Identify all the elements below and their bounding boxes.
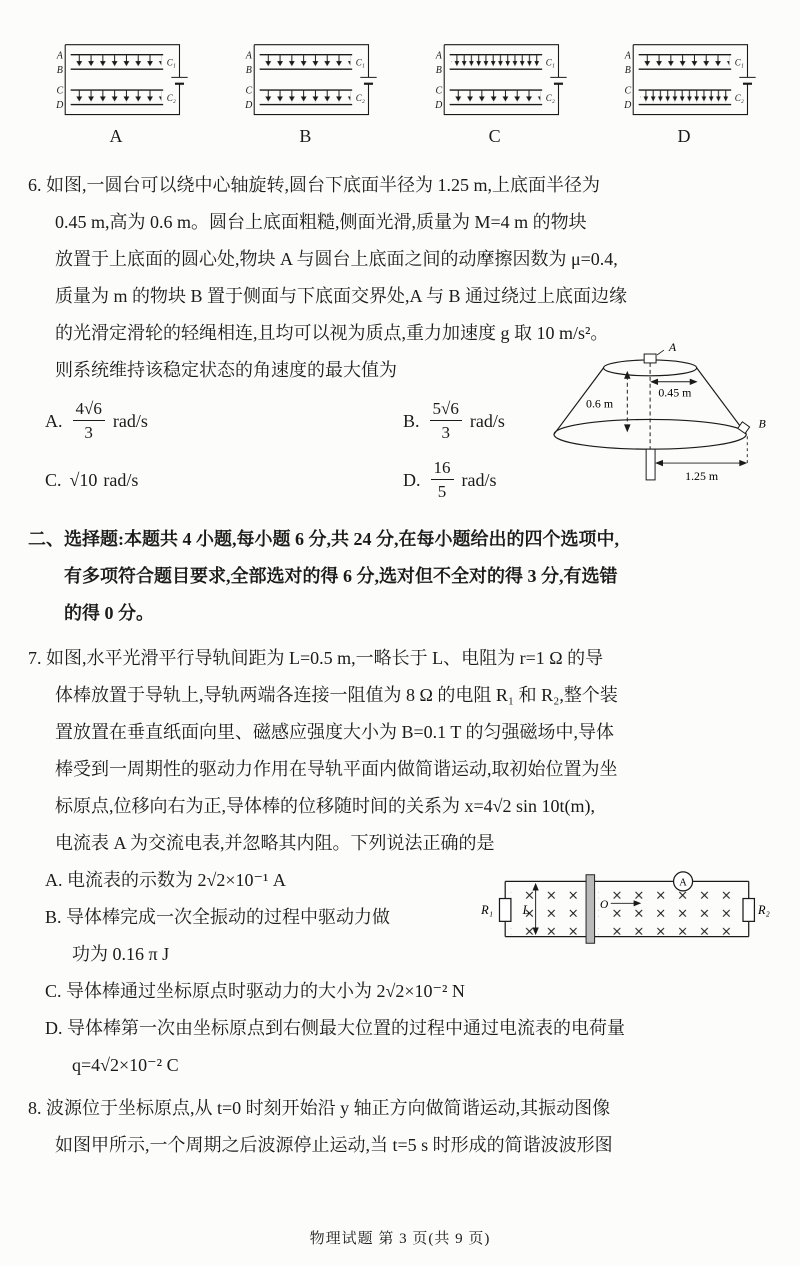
section2-line-1: 二、选择题:本题共 4 小题,每小题 6 分,共 24 分,在每小题给出的四个选项中, bbox=[28, 529, 619, 549]
svg-text:B: B bbox=[246, 64, 253, 76]
plate-labels bbox=[55, 50, 64, 111]
top-radius-label: 0.45 m bbox=[658, 385, 692, 400]
capacitor-diagram-b bbox=[227, 42, 383, 120]
field-into-page-right bbox=[598, 885, 741, 934]
q8-line-2: 如图甲所示,一个周期之后波源停止运动,当 t=5 s 时形成的简谐波波形图 bbox=[55, 1135, 613, 1155]
svg-text:C: C bbox=[56, 85, 64, 97]
field-arrows-bottom bbox=[73, 91, 161, 103]
figure-option-label-c: C bbox=[488, 126, 501, 146]
capacitor-option-c bbox=[417, 42, 573, 147]
fraction bbox=[73, 397, 105, 444]
section-2-header bbox=[28, 521, 772, 632]
field-arrows-top bbox=[641, 55, 729, 67]
circuit-figure bbox=[478, 870, 774, 948]
ammeter-label: A bbox=[679, 877, 687, 889]
option-c-label: C. bbox=[45, 469, 62, 490]
q7-line-5: 标原点,位移向右为正,导体棒的位移随时间的关系为 x=4√2 sin 10t(m), bbox=[55, 796, 596, 816]
fraction-numerator: 5√6 bbox=[432, 399, 459, 418]
plate-labels bbox=[434, 50, 443, 111]
svg-text:C: C bbox=[624, 85, 632, 97]
option-d-unit: rad/s bbox=[461, 469, 497, 490]
question-6 bbox=[28, 167, 772, 503]
q6-line-6: 则系统维持该稳定状态的角速度的最大值为 bbox=[55, 360, 397, 380]
resistor-2-label: R₂ bbox=[757, 902, 770, 917]
q6-line-3: 放置于上底面的圆心处,物块 A 与圆台上底面之间的动摩擦因数为 μ=0.4, bbox=[55, 249, 618, 269]
fraction bbox=[431, 456, 454, 503]
q6-figure-wrap bbox=[548, 342, 776, 484]
fraction bbox=[430, 397, 462, 444]
q7-options-and-figure bbox=[28, 862, 772, 973]
svg-text:D: D bbox=[56, 100, 64, 112]
capacitor-diagram-a bbox=[38, 42, 194, 120]
fraction-denominator: 3 bbox=[73, 420, 105, 444]
svg-text:C: C bbox=[435, 85, 442, 97]
svg-text:C₁: C₁ bbox=[356, 57, 366, 68]
block-a-label: A bbox=[668, 342, 677, 355]
q7-line-1: 7. 如图,水平光滑平行导轨间距为 L=0.5 m,一略长于 L、电阻为 r=1 Ω 的导 bbox=[28, 648, 604, 668]
field-arrows-bottom bbox=[263, 91, 351, 103]
origin-label: O bbox=[599, 899, 609, 912]
q6-line-4: 质量为 m 的物块 B 置于侧面与下底面交界处,A 与 B 通过绕过上底面边缘 bbox=[55, 286, 628, 306]
q6-option-a bbox=[45, 397, 403, 444]
svg-text:C₂: C₂ bbox=[734, 92, 744, 103]
option-c-unit: rad/s bbox=[103, 469, 139, 490]
q7-option-b-cont: 功为 0.16 π J bbox=[72, 944, 170, 964]
svg-text:C₁: C₁ bbox=[734, 57, 744, 68]
field-arrows-bottom bbox=[452, 91, 540, 103]
q6-line-1: 6. 如图,一圆台可以绕中心轴旋转,圆台下底面半径为 1.25 m,上底面半径为 bbox=[28, 175, 600, 195]
capacitor-option-a bbox=[38, 42, 194, 147]
q7-line-3: 置放置在垂直纸面向里、磁感应强度大小为 B=0.1 T 的匀强磁场中,导体 bbox=[55, 722, 614, 742]
capacitor-diagram-d bbox=[606, 42, 762, 120]
svg-text:C: C bbox=[245, 85, 253, 97]
q7-option-b: B. 导体棒完成一次全振动的过程中驱动力做 bbox=[45, 907, 391, 927]
capacitor-labels bbox=[545, 58, 554, 103]
field-arrows-top bbox=[73, 55, 161, 67]
option-c-value: √10 bbox=[69, 469, 98, 490]
q6-option-b bbox=[403, 397, 548, 444]
svg-text:A: A bbox=[435, 50, 442, 62]
capacitor-labels bbox=[356, 58, 365, 103]
svg-text:C₁: C₁ bbox=[545, 57, 555, 68]
figure-option-label-b: B bbox=[299, 126, 312, 146]
support-post bbox=[646, 449, 655, 480]
option-d-label: D. bbox=[403, 469, 421, 490]
fraction-numerator: 16 bbox=[433, 458, 451, 477]
q7-option-a: A. 电流表的示数为 2√2×10⁻¹ A bbox=[45, 870, 286, 890]
capacitor-labels bbox=[735, 58, 744, 103]
top-radius-dimension bbox=[650, 379, 698, 400]
q7-line-4: 棒受到一周期性的驱动力作用在导轨平面内做简谐运动,取初始位置为坐 bbox=[55, 759, 618, 779]
plate-labels bbox=[623, 50, 632, 111]
page-footer: 物理试题 第 3 页(共 9 页) bbox=[309, 1231, 491, 1247]
question5-figure-row bbox=[28, 42, 772, 147]
svg-text:A: A bbox=[246, 50, 253, 62]
field-arrows-top bbox=[263, 55, 351, 67]
fraction-denominator: 5 bbox=[431, 479, 454, 503]
section2-line-2: 有多项符合题目要求,全部选对的得 6 分,选对但不全对的得 3 分,有选错 bbox=[64, 566, 618, 586]
q6-bottom bbox=[28, 342, 772, 503]
q7-figure-wrap bbox=[478, 862, 774, 948]
q6-left-column bbox=[28, 352, 548, 503]
svg-text:B: B bbox=[435, 64, 442, 76]
block-b-label: B bbox=[758, 416, 766, 431]
svg-text:B: B bbox=[56, 64, 63, 76]
capacitor-labels bbox=[167, 58, 176, 103]
svg-text:D: D bbox=[624, 100, 632, 112]
field-arrows-bottom-dense bbox=[640, 91, 730, 103]
capacitor-diagram-c bbox=[417, 42, 573, 120]
height-label: 0.6 m bbox=[586, 396, 614, 411]
resistor-1-label: R₁ bbox=[481, 902, 494, 917]
svg-text:B: B bbox=[624, 64, 631, 76]
block-a-pointer bbox=[657, 350, 664, 355]
q6-option-c bbox=[45, 456, 403, 503]
q7-options-left bbox=[28, 862, 478, 973]
section2-line-3: 的得 0 分。 bbox=[64, 603, 154, 623]
q6-line-2: 0.45 m,高为 0.6 m。圆台上底面粗糙,侧面光滑,质量为 M=4 m 的物块 bbox=[55, 212, 587, 232]
plate-labels bbox=[244, 50, 253, 111]
option-a-label: A. bbox=[45, 410, 63, 431]
rail-spacing-label: L bbox=[522, 902, 530, 917]
q8-line-1: 8. 波源位于坐标原点,从 t=0 时刻开始沿 y 轴正方向做简谐运动,其振动图像 bbox=[28, 1098, 611, 1118]
svg-text:D: D bbox=[434, 100, 443, 112]
svg-text:C₂: C₂ bbox=[166, 92, 176, 103]
q7-line-6: 电流表 A 为交流电表,并忽略其内阻。下列说法正确的是 bbox=[55, 833, 495, 853]
block-b bbox=[738, 422, 750, 434]
q6-line-5: 的光滑定滑轮的轻绳相连,且均可以视为质点,重力加速度 g 取 10 m/s²。 bbox=[55, 323, 609, 343]
field-arrows-top-dense bbox=[451, 55, 541, 67]
q7-option-c: C. 导体棒通过坐标原点时驱动力的大小为 2√2×10⁻² N bbox=[45, 981, 465, 1001]
svg-text:A: A bbox=[624, 50, 631, 62]
question-7 bbox=[28, 640, 772, 1084]
fraction-denominator: 3 bbox=[430, 420, 462, 444]
question-8 bbox=[28, 1090, 772, 1164]
fraction-numerator: 4√6 bbox=[75, 399, 102, 418]
block-a bbox=[644, 354, 656, 363]
bottom-radius-label: 1.25 m bbox=[685, 468, 719, 483]
svg-text:C₂: C₂ bbox=[356, 92, 366, 103]
option-a-unit: rad/s bbox=[112, 410, 148, 431]
svg-text:C₂: C₂ bbox=[545, 92, 555, 103]
svg-text:D: D bbox=[245, 100, 253, 112]
height-dimension bbox=[586, 371, 631, 432]
option-b-label: B. bbox=[403, 410, 420, 431]
figure-option-label-d: D bbox=[677, 126, 691, 146]
q7-option-d-cont: q=4√2×10⁻² C bbox=[72, 1055, 179, 1075]
frustum-figure bbox=[548, 342, 776, 484]
capacitor-option-b bbox=[227, 42, 383, 147]
svg-text:C₁: C₁ bbox=[166, 57, 176, 68]
conductor-rod bbox=[586, 875, 595, 943]
q7-option-d: D. 导体棒第一次由坐标原点到右侧最大位置的过程中通过电流表的电荷量 bbox=[45, 1018, 625, 1038]
bottom-radius-dimension bbox=[655, 436, 747, 483]
q6-option-d bbox=[403, 456, 548, 503]
svg-text:A: A bbox=[56, 50, 63, 62]
q6-options bbox=[28, 397, 548, 503]
q7-line-2: 体棒放置于导轨上,导轨两端各连接一阻值为 8 Ω 的电阻 R₁ 和 R₂,整个装 bbox=[55, 685, 618, 705]
capacitor-option-d bbox=[606, 42, 762, 147]
option-b-unit: rad/s bbox=[469, 410, 505, 431]
field-into-page-left bbox=[511, 885, 582, 934]
figure-option-label-a: A bbox=[109, 126, 123, 146]
